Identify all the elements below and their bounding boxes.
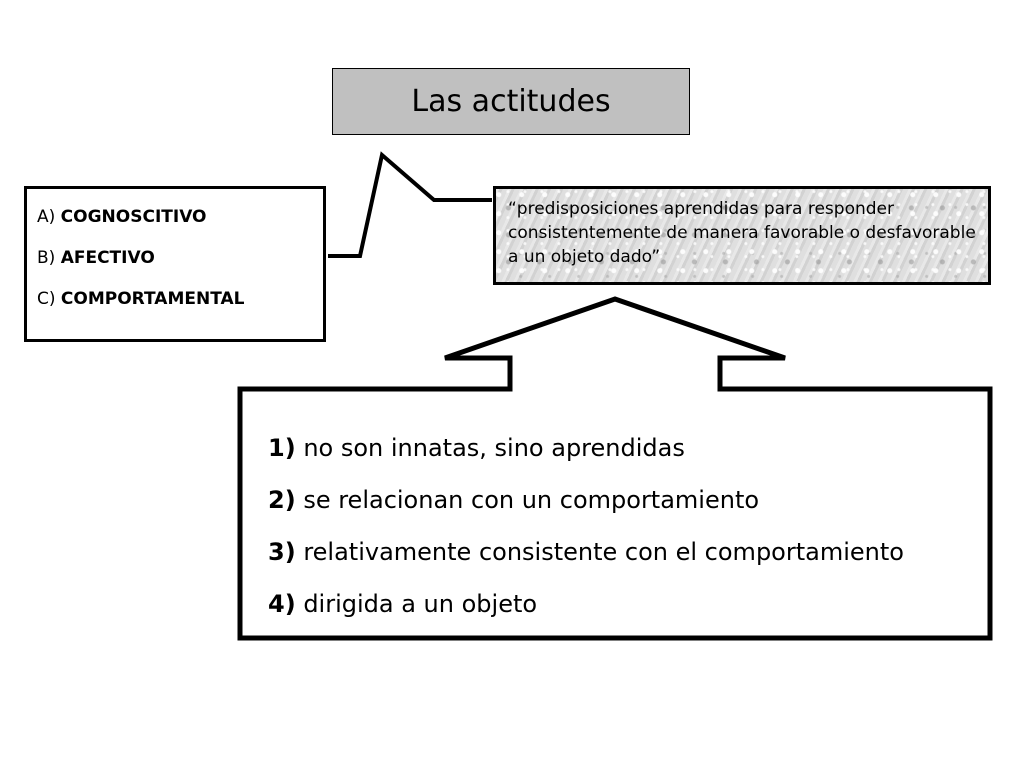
characteristic-item	[268, 526, 988, 578]
component-letter: B)	[37, 248, 56, 268]
characteristic-number: 4)	[268, 590, 296, 618]
component-name: COGNOSCITIVO	[60, 207, 207, 227]
definition-box	[493, 186, 991, 285]
characteristic-text: dirigida a un objeto	[303, 590, 538, 618]
title-box	[332, 68, 690, 135]
characteristic-number: 3)	[268, 538, 296, 566]
characteristic-number: 1)	[268, 434, 296, 462]
definition-text: “predisposiciones aprendidas para responder consistentemente de manera favorable o desfavorable a un objeto dado”	[508, 199, 976, 267]
characteristic-item	[268, 578, 988, 630]
component-item	[37, 207, 323, 227]
characteristic-item	[268, 422, 988, 474]
component-letter: C)	[37, 289, 56, 309]
characteristic-text: se relacionan con un comportamiento	[303, 486, 760, 514]
characteristic-text: relativamente consistente con el comportamiento	[303, 538, 904, 566]
component-name: COMPORTAMENTAL	[60, 289, 245, 309]
components-box	[24, 186, 326, 342]
component-item	[37, 248, 323, 268]
component-letter: A)	[37, 207, 56, 227]
zigzag-connector	[328, 155, 492, 256]
component-item	[37, 289, 323, 309]
characteristic-item	[268, 474, 988, 526]
characteristic-number: 2)	[268, 486, 296, 514]
page-title: Las actitudes	[411, 84, 611, 119]
component-name: AFECTIVO	[60, 248, 155, 268]
characteristic-text: no son innatas, sino aprendidas	[303, 434, 685, 462]
characteristics-list	[268, 422, 988, 630]
